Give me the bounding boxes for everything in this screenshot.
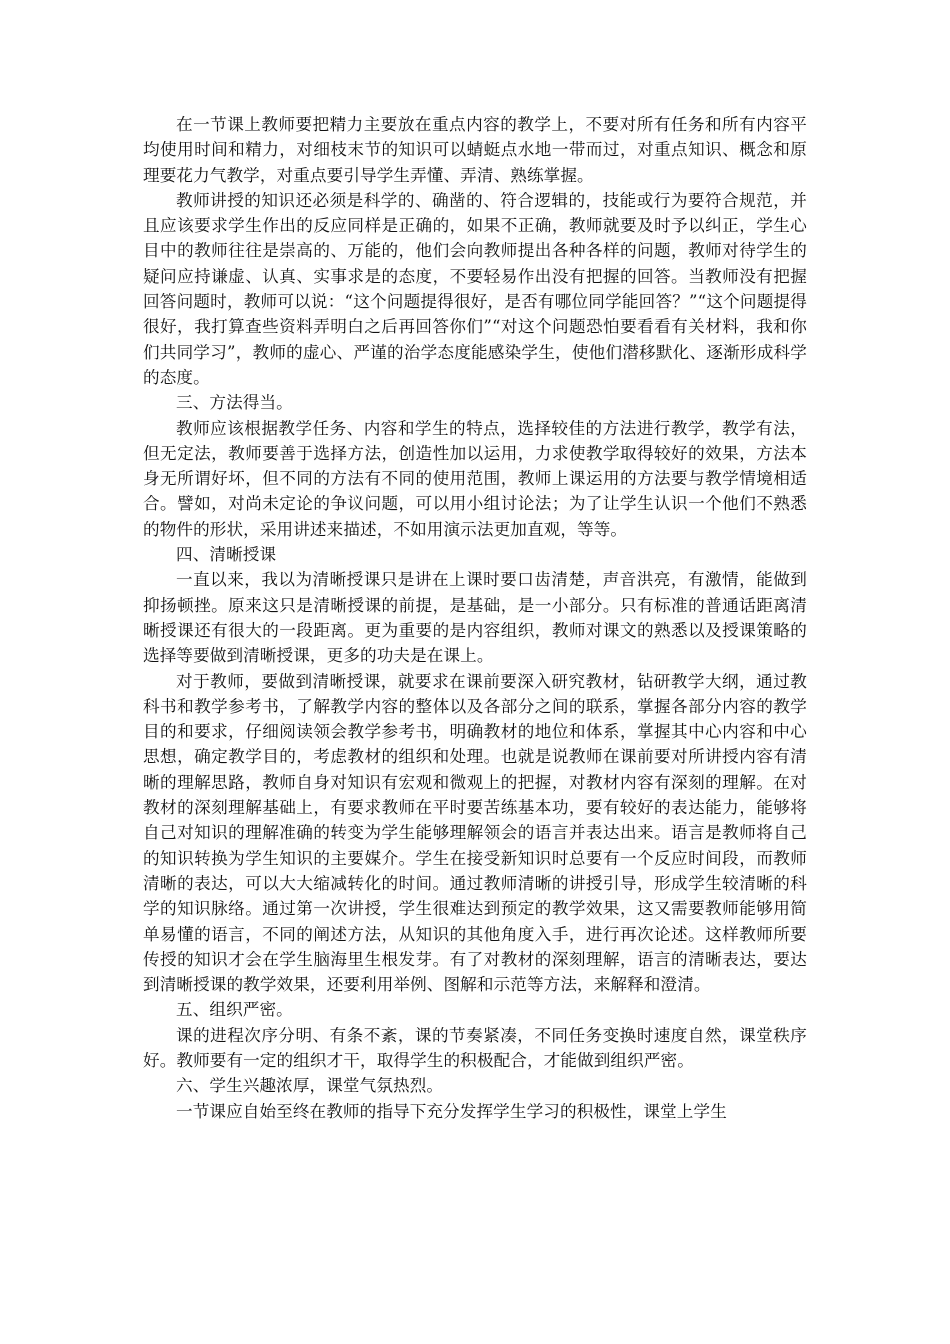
paragraph-class-progression: 课的进程次序分明、有条不紊，课的节奏紧凑，不同任务变换时速度自然，课堂秩序好。教师要有一定的组织才干，取得学生的积极配合，才能做到组织严密。 xyxy=(143,1025,807,1070)
heading-tight-organization: 五、组织严密。 xyxy=(176,1000,293,1020)
paragraph-key-content-focus: 在一节课上教师要把精力主要放在重点内容的教学上，不要对所有任务和所有内容平均使用时间和精力，对细枝末节的知识可以蜻蜓点水地一带而过，对重点知识、概念和原理要花力气教学，对重点要引导学生弄懂、弄清、熟练掌握。 xyxy=(143,115,807,185)
paragraph-choosing-methods: 教师应该根据教学任务、内容和学生的特点，选择较佳的方法进行教学，教学有法，但无定法，教师要善于选择方法，创造性加以运用，力求使教学取得较好的效果，方法本身无所谓好坏，但不同的方法有不同的使用范围，教师上课运用的方法要与教学情境相适合。譬如，对尚未定论的争议问题，可以用小组讨论法；为了让学生认识一个他们不熟悉的物件的形状，采用讲述来描述，不如用演示法更加直观，等等。 xyxy=(143,418,807,539)
document-body xyxy=(143,112,807,1124)
paragraph-clear-teaching-preparation: 对于教师，要做到清晰授课，就要求在课前要深入研究教材，钻研教学大纲，通过教科书和教学参考书，了解教学内容的整体以及各部分之间的联系，掌握各部分内容的教学目的和要求，仔细阅读领会教学参考书，明确教材的地位和体系，掌握其中心内容和中心思想，确定教学目的，考虑教材的组织和处理。也就是说教师在课前要对所讲授内容有清晰的理解思路，教师自身对知识有宏观和微观上的把握，对教材内容有深刻的理解。在对教材的深刻理解基础上，有要求教师在平时要苦练基本功，要有较好的表达能力，能够将自己对知识的理解准确的转变为学生能够理解领会的语言并表达出来。语言是教师将自己的知识转换为学生知识的主要媒介。学生在接受新知识时总要有一个反应时间段，而教师清晰的表达，可以大大缩减转化的时间。通过教师清晰的讲授引导，形成学生较清晰的科学的知识脉络。通过第一次讲授，学生很难达到预定的教学效果，这又需要教师能够用简单易懂的语言，不同的阐述方法，从知识的其他角度入手，进行再次论述。这样教师所要传授的知识才会在学生脑海里生根发芽。有了对教材的深刻理解，语言的清晰表达，要达到清晰授课的教学效果，还要利用举例、图解和示范等方法，来解释和澄清。 xyxy=(143,671,807,995)
heading-appropriate-methods: 三、方法得当。 xyxy=(176,393,293,413)
paragraph-scientific-knowledge: 教师讲授的知识还必须是科学的、确凿的、符合逻辑的，技能或行为要符合规范，并且应该要求学生作出的反应同样是正确的，如果不正确，教师就要及时予以纠正，学生心目中的教师往往是崇高的、万能的，他们会向教师提出各种各样的问题，教师对待学生的疑问应持谦虚、认真、实事求是的态度，不要轻易作出没有把握的回答。当教师没有把握回答问题时，教师可以说：“这个问题提得很好，是否有哪位同学能回答？”“这个问题提得很好，我打算查些资料弄明白之后再回答你们”“对这个问题恐怕要看看有关材料，我和你们共同学习”，教师的虚心、严谨的治学态度能感染学生，使他们潜移默化、逐渐形成科学的态度。 xyxy=(143,190,807,387)
heading-student-interest: 六、学生兴趣浓厚，课堂气氛热烈。 xyxy=(176,1076,444,1096)
paragraph-clear-teaching-premise: 一直以来，我以为清晰授课只是讲在上课时要口齿清楚，声音洪亮，有激情，能做到抑扬顿挫。原来这只是清晰授课的前提，是基础，是一小部分。只有标准的普通话距离清晰授课还有很大的一段距离。更为重要的是内容组织，教师对课文的熟悉以及授课策略的选择等要做到清晰授课，更多的功夫是在课上。 xyxy=(143,570,807,666)
paragraph-student-initiative: 一节课应自始至终在教师的指导下充分发挥学生学习的积极性，课堂上学生 xyxy=(176,1101,727,1121)
heading-clear-teaching: 四、清晰授课 xyxy=(176,545,277,565)
